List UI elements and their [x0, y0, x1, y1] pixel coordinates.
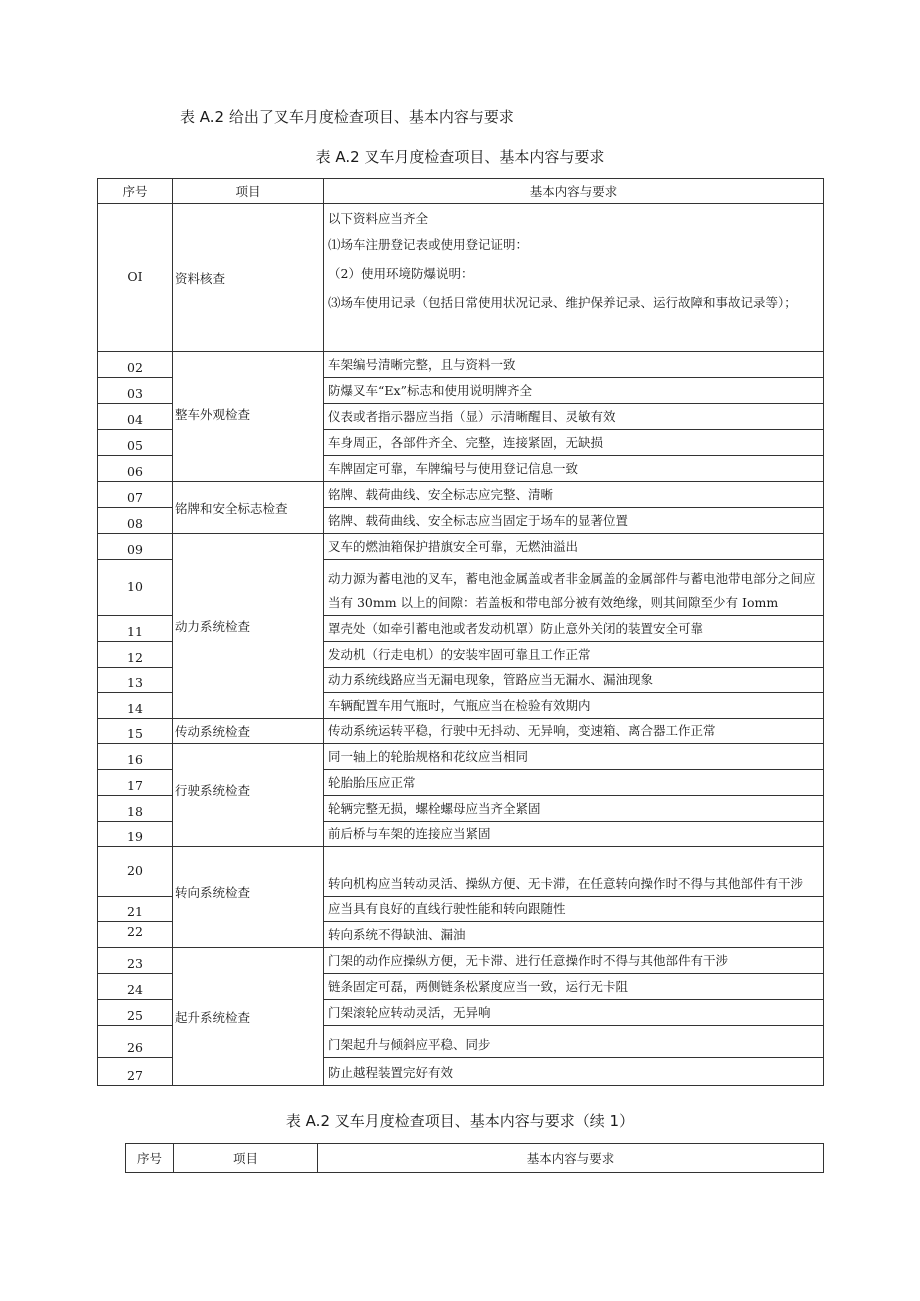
requirement-cell: 车架编号清晰完整，且与资料一致: [324, 352, 824, 378]
row-number: 17: [98, 770, 173, 796]
table-row: [98, 948, 824, 974]
item-name: 整车外观检查: [173, 352, 324, 482]
requirement-line: ⑶场车使用记录（包括日常使用状况记录、维护保养记录、运行故障和事故记录等）；: [328, 295, 797, 310]
requirement-cell: 铭牌、载荷曲线、安全标志应完整、清晰: [324, 482, 824, 508]
requirement-cell: 动力系统线路应当无漏电现象，管路应当无漏水、漏油现象: [324, 668, 824, 693]
item-name: 传动系统检查: [173, 719, 324, 744]
table-title-continued: 表 A.2 叉车月度检查项目、基本内容与要求（续 1）: [285, 1112, 635, 1130]
header-requirement: 基本内容与要求: [324, 179, 824, 204]
item-name: 动力系统检查: [173, 534, 324, 719]
row-number: 25: [98, 1000, 173, 1026]
row-number: 04: [98, 404, 173, 430]
row-number: 15: [98, 719, 173, 744]
requirement-line: ⑴场车注册登记表或使用登记证明：: [328, 237, 529, 252]
requirement-cell: 轮辆完整无损，螺栓螺母应当齐全紧固: [324, 796, 824, 822]
requirement-cell: 车辆配置车用气瓶时，气瓶应当在检验有效期内: [324, 693, 824, 719]
row-number: 12: [98, 642, 173, 668]
requirement-cell: 防止越程装置完好有效: [324, 1058, 824, 1086]
requirement-cell: 罩壳处（如牵引蓄电池或者发动机罩）防止意外关闭的装置安全可靠: [324, 616, 824, 642]
item-name: 铭牌和安全标志检查: [173, 482, 324, 534]
table-row: [98, 352, 824, 378]
requirement-cell: 门架起升与倾斜应平稳、同步: [324, 1026, 824, 1058]
requirement-cell: 车牌固定可靠，车牌编号与使用登记信息一致: [324, 456, 824, 482]
row-number: 26: [98, 1026, 173, 1058]
table-header-row: [98, 179, 824, 204]
requirement-cell: 仪表或者指示器应当指（显）示清晰醒目、灵敏有效: [324, 404, 824, 430]
table-row: [98, 744, 824, 770]
table-row: [98, 204, 824, 352]
header-requirement: 基本内容与要求: [318, 1144, 824, 1173]
item-name: 转向系统检查: [173, 847, 324, 948]
row-number: 14: [98, 693, 173, 719]
requirement-cell: 门架的动作应操纵方便，无卡滞、进行任意操作时不得与其他部件有干涉: [324, 948, 824, 974]
row-number: 27: [98, 1058, 173, 1086]
requirement-line: （2）使用环境防爆说明：: [328, 266, 474, 281]
row-number: 18: [98, 796, 173, 822]
requirement-cell: 发动机（行走电机）的安装牢固可靠且工作正常: [324, 642, 824, 668]
row-number: OI: [98, 204, 173, 352]
inspection-table: [97, 178, 824, 1086]
requirement-cell: 车身周正，各部件齐全、完整，连接紧固，无缺损: [324, 430, 824, 456]
row-number: 08: [98, 508, 173, 534]
requirement-cell: 前后桥与车架的连接应当紧固: [324, 822, 824, 847]
requirement-cell: 转向机构应当转动灵活、操纵方便、无卡滞，在任意转向操作时不得与其他部件有干涉: [324, 847, 824, 897]
table-row: [98, 482, 824, 508]
row-number: 02: [98, 352, 173, 378]
row-number: 13: [98, 668, 173, 693]
requirement-cell: 链条固定可磊，两侧链条松紧度应当一致，运行无卡阻: [324, 974, 824, 1000]
table-row: [98, 847, 824, 897]
row-number: 20: [98, 847, 173, 897]
inspection-table-continued: [125, 1143, 824, 1173]
item-name: 起升系统检查: [173, 948, 324, 1086]
row-number: 24: [98, 974, 173, 1000]
row-number: 22: [98, 922, 173, 948]
header-no: 序号: [98, 179, 173, 204]
requirement-cell: 应当具有良好的直线行驶性能和转向跟随性: [324, 897, 824, 922]
table-row: [98, 719, 824, 744]
row-number: 06: [98, 456, 173, 482]
item-name: 行驶系统检查: [173, 744, 324, 847]
requirement-cell: 传动系统运转平稳，行驶中无抖动、无异响，变速箱、离合器工作正常: [324, 719, 824, 744]
requirement-cell: 轮胎胎压应正常: [324, 770, 824, 796]
requirement-cell: 防爆叉车“Ex”标志和使用说明牌齐全: [324, 378, 824, 404]
row-number: 19: [98, 822, 173, 847]
row-number: 23: [98, 948, 173, 974]
table-title: 表 A.2 叉车月度检查项目、基本内容与要求: [315, 148, 605, 166]
row-number: 21: [98, 897, 173, 922]
requirement-cell: [324, 204, 824, 352]
row-number: 07: [98, 482, 173, 508]
requirement-cell: 转向系统不得缺油、漏油: [324, 922, 824, 948]
row-number: 05: [98, 430, 173, 456]
row-number: 10: [98, 560, 173, 616]
row-number: 09: [98, 534, 173, 560]
table-header-row: [126, 1144, 824, 1173]
requirement-cell: 铭牌、载荷曲线、安全标志应当固定于场车的显著位置: [324, 508, 824, 534]
row-number: 03: [98, 378, 173, 404]
header-item: 项目: [174, 1144, 318, 1173]
row-number: 11: [98, 616, 173, 642]
requirement-cell: 叉车的燃油箱保护措旗安全可靠，无燃油溢出: [324, 534, 824, 560]
requirement-line: 以下资料应当齐全: [328, 211, 429, 226]
requirement-cell: 门架滚轮应转动灵活，无异响: [324, 1000, 824, 1026]
header-item: 项目: [173, 179, 324, 204]
requirement-cell: 动力源为蓄电池的叉车，蓄电池金属盖或者非金属盖的金属部件与蓄电池带电部分之间应当有 30mm 以上的间隙：若盖板和带电部分被有效绝缘，则其间隙至少有 Iomm: [324, 560, 824, 616]
table-row: [98, 534, 824, 560]
item-name: 资料核查: [173, 204, 324, 352]
intro-text: 表 A.2 给出了叉车月度检查项目、基本内容与要求: [180, 108, 514, 126]
row-number: 16: [98, 744, 173, 770]
requirement-cell: 同一轴上的轮胎规格和花纹应当相同: [324, 744, 824, 770]
header-no: 序号: [126, 1144, 174, 1173]
